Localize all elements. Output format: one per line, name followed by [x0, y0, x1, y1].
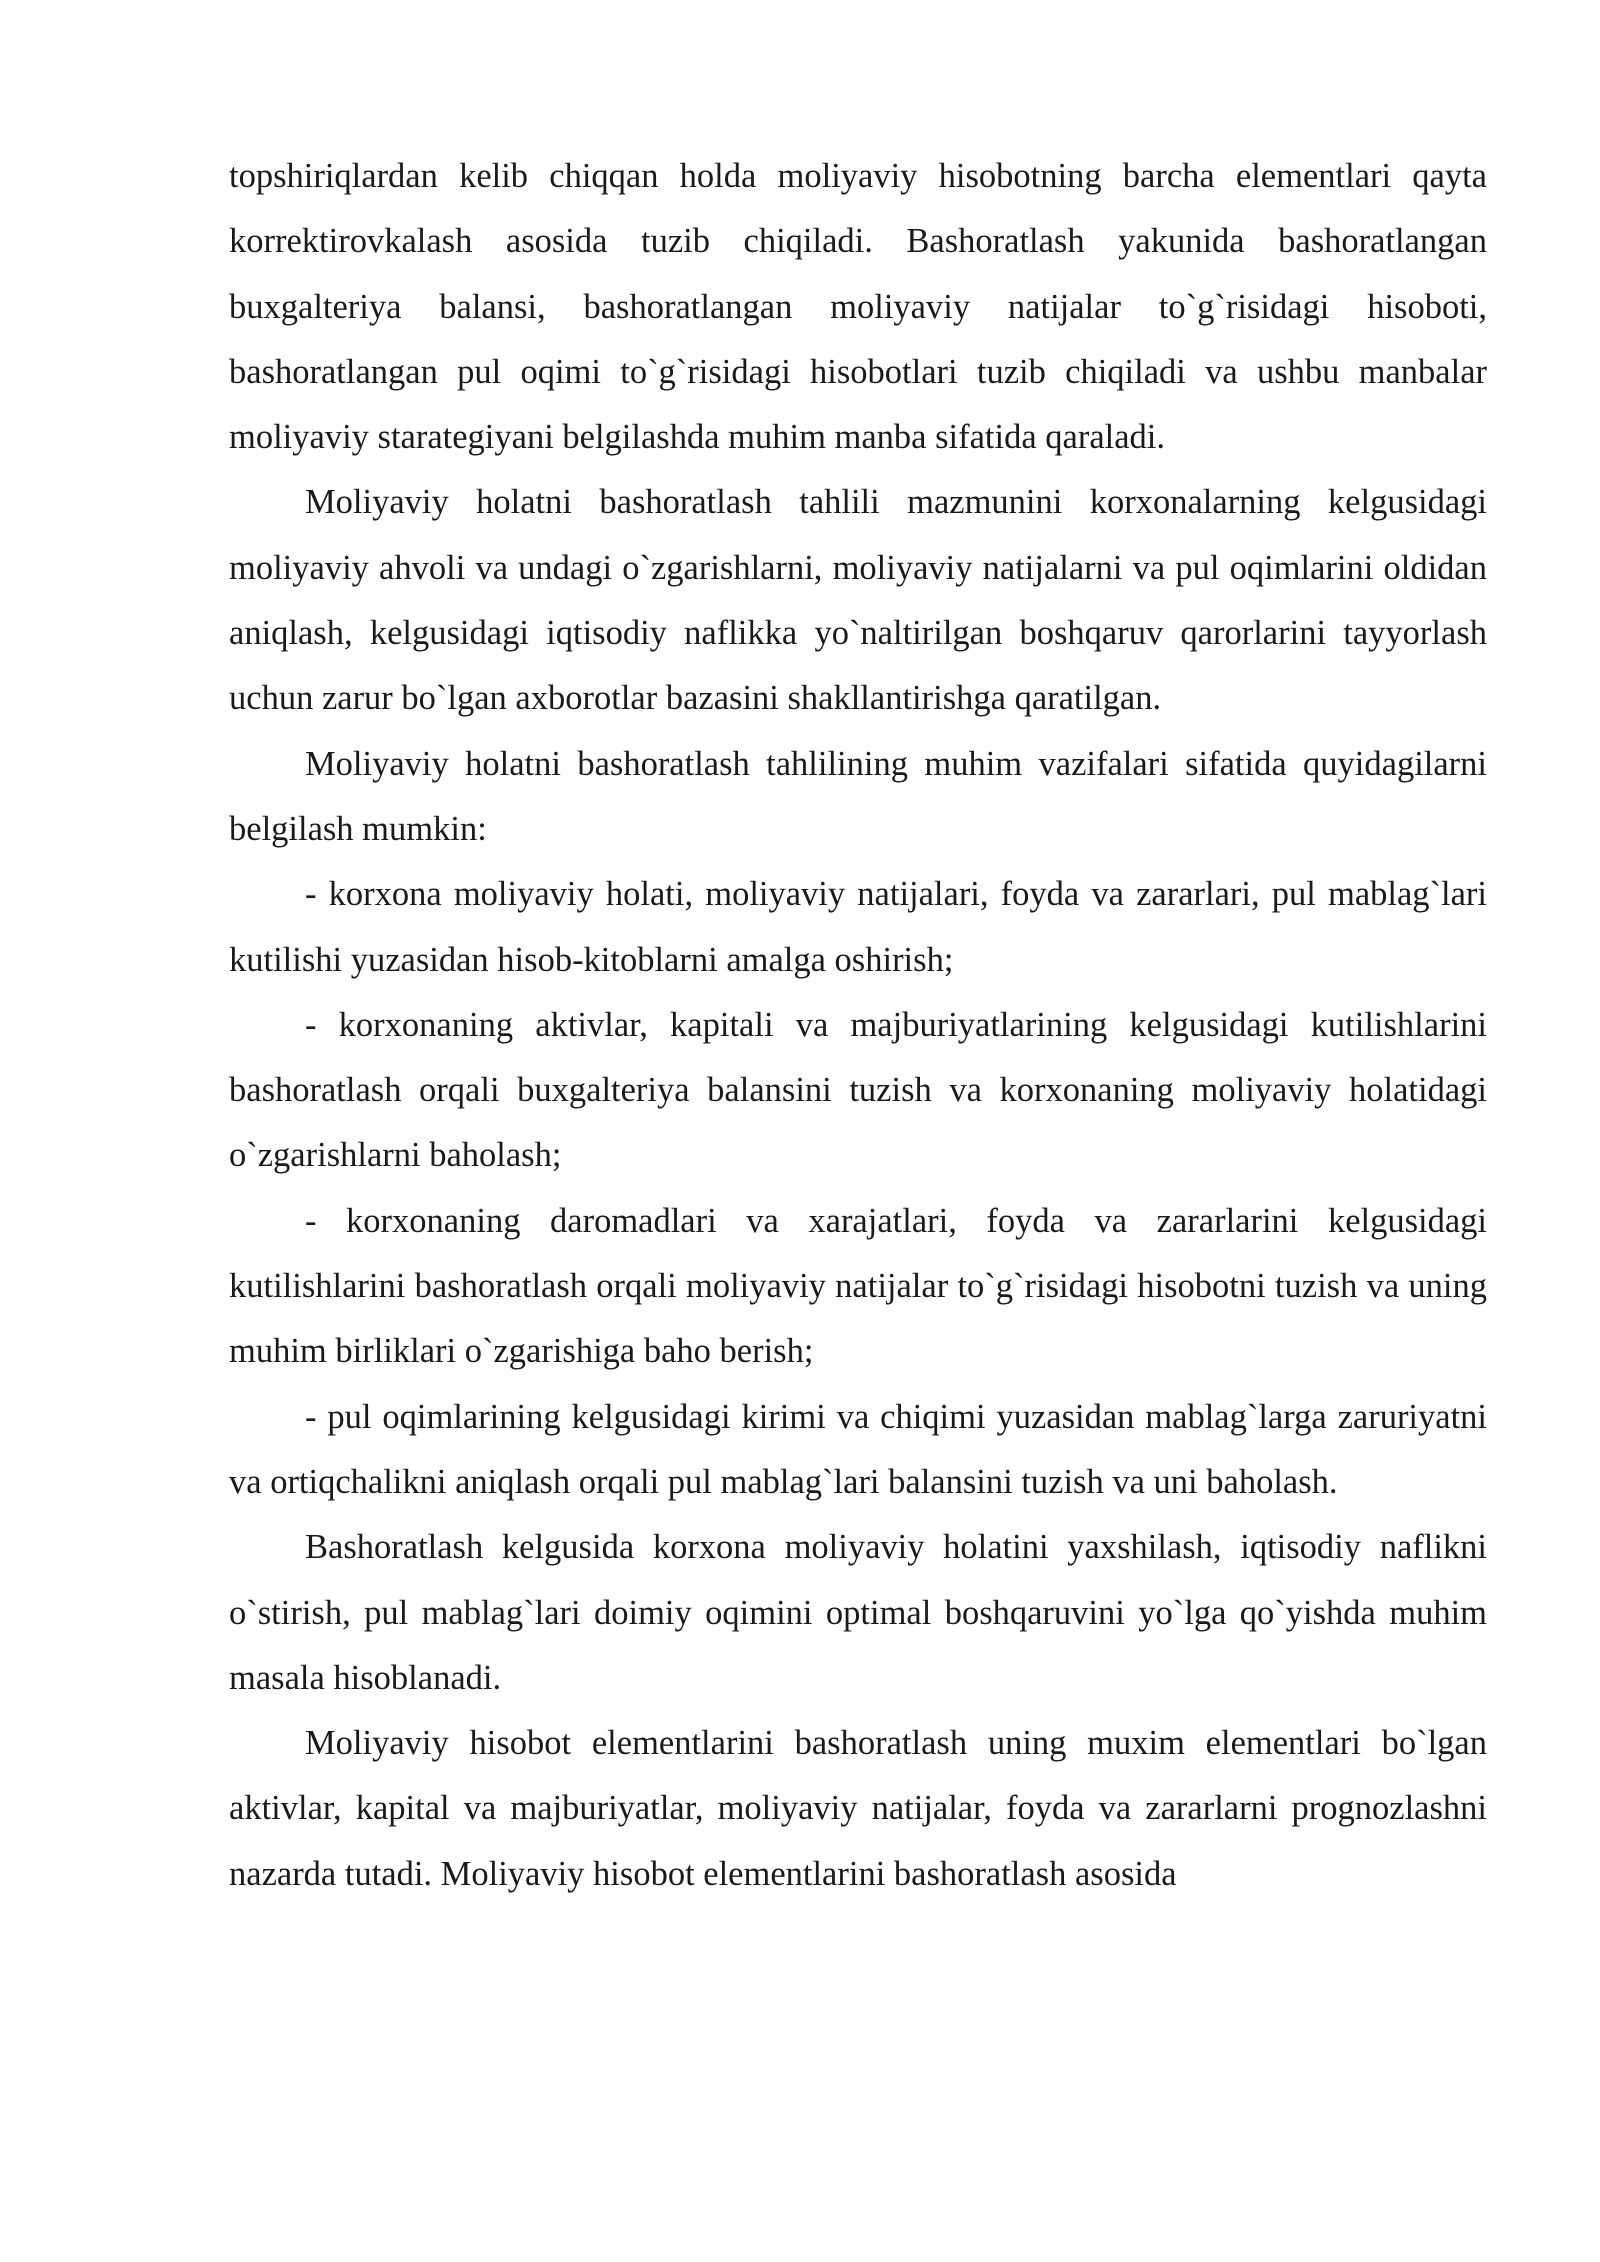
- list-item-task-3: - korxonaning daromadlari va xarajatlari, foyda va zararlarini kelgusidagi kutilishlarini bashoratlash orqali moliyaviy natijalar to`g`risidagi hisobotni tuzish va uning muhim birliklari o`zgarishiga baho berish;: [229, 1201, 1487, 1371]
- document-body: [229, 144, 1487, 1907]
- paragraph-analysis-content: Moliyaviy holatni bashoratlash tahlili mazmunini korxonalarning kelgusidagi moliyaviy ahvoli va undagi o`zgarishlarni, moliyaviy natijalarni va pul oqimlarini oldidan aniqlash, kelgusidagi iqtisodiy naflikka yo`naltirilgan boshqaruv qarorlarini tayyorlash uchun zarur bo`lgan axborotlar bazasini shakllantirishga qaratilgan.: [229, 483, 1487, 718]
- list-item-task-4: - pul oqimlarining kelgusidagi kirimi va chiqimi yuzasidan mablag`larga zaruriyatni va ortiqchalikni aniqlash orqali pul mablag`lari balansini tuzish va uni baholash.: [229, 1397, 1487, 1501]
- paragraph-tasks-intro: Moliyaviy holatni bashoratlash tahlilining muhim vazifalari sifatida quyidagilarni belgilash mumkin:: [229, 744, 1487, 848]
- paragraph-forecasting-importance: Bashoratlash kelgusida korxona moliyaviy holatini yaxshilash, iqtisodiy naflikni o`stirish, pul mablag`lari doimiy oqimini optimal boshqaruvini yo`lga qo`yishda muhim masala hisoblanadi.: [229, 1528, 1487, 1697]
- list-item-task-2: - korxonaning aktivlar, kapitali va majburiyatlarining kelgusidagi kutilishlarini bashoratlash orqali buxgalteriya balansini tuzish va korxonaning moliyaviy holatidagi o`zgarishlarni baholash;: [229, 1005, 1487, 1175]
- paragraph-continuation: topshiriqlardan kelib chiqqan holda moliyaviy hisobotning barcha elementlari qayta korrektirovkalash asosida tuzib chiqiladi. Bashoratlash yakunida bashoratlangan buxgalteriya balansi, bashoratlangan moliyaviy natijalar to`g`risidagi hisoboti, bashoratlangan pul oqimi to`g`risidagi hisobotlari tuzib chiqiladi va ushbu manbalar moliyaviy starategiyani belgilashda muhim manba sifatida qaraladi.: [229, 157, 1487, 457]
- list-item-task-1: - korxona moliyaviy holati, moliyaviy natijalari, foyda va zararlari, pul mablag`lari kutilishi yuzasidan hisob-kitoblarni amalga oshirish;: [229, 875, 1487, 979]
- paragraph-report-elements: Moliyaviy hisobot elementlarini bashoratlash uning muxim elementlari bo`lgan aktivlar, kapital va majburiyatlar, moliyaviy natijalar, foyda va zararlarni prognozlashni nazarda tutadi. Moliyaviy hisobot elementlarini bashoratlash asosida: [229, 1724, 1487, 1893]
